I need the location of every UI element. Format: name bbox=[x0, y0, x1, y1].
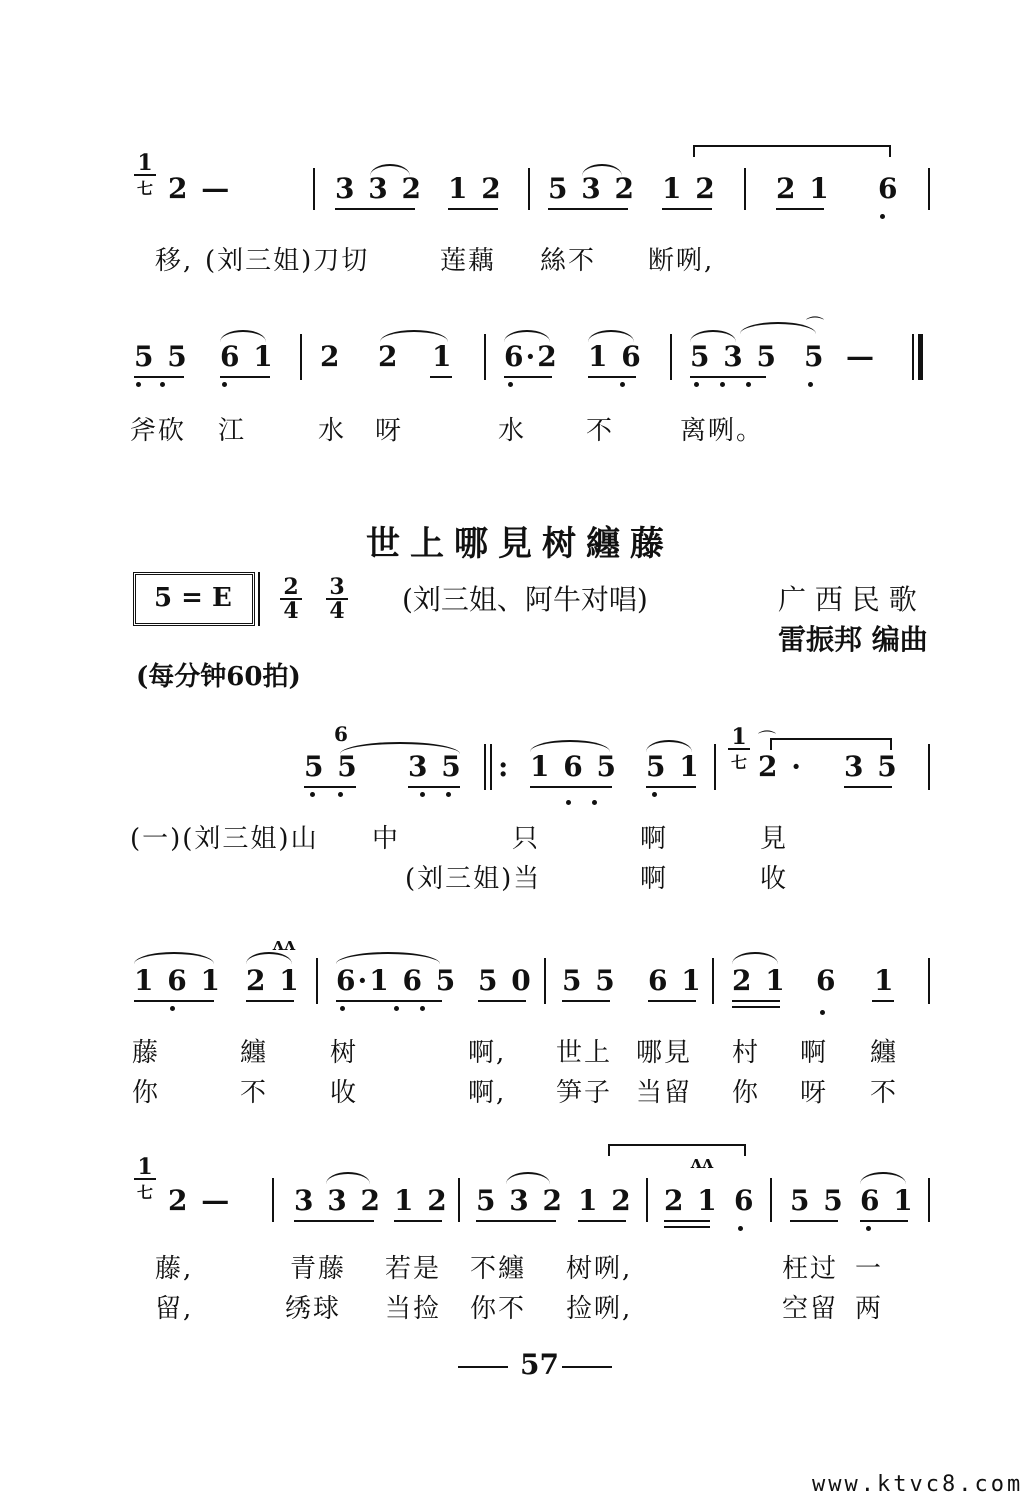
beam bbox=[478, 1000, 526, 1002]
barline bbox=[544, 958, 546, 1004]
beam bbox=[134, 376, 184, 378]
beam bbox=[530, 786, 612, 788]
note-group: 6 bbox=[734, 1184, 756, 1217]
barline bbox=[928, 168, 930, 210]
beam bbox=[578, 1220, 626, 1222]
barline bbox=[712, 958, 714, 1004]
beam-double bbox=[732, 1006, 780, 1008]
final-barline-thick bbox=[918, 334, 923, 380]
lyric-syllable: (刘三姐)当 bbox=[405, 864, 542, 894]
tempo-marking: (每分钟60拍) bbox=[136, 662, 301, 692]
song-title: 世上哪見树纏藤 bbox=[366, 524, 674, 564]
lyric-syllable: 收 bbox=[760, 864, 789, 894]
beam bbox=[662, 208, 712, 210]
lyric-syllable: 不 bbox=[870, 1078, 899, 1108]
lyric-syllable: 当留 bbox=[636, 1078, 693, 1108]
lyric-syllable: (刘三姐)刀切 bbox=[205, 246, 370, 276]
note-group: 5 5 bbox=[790, 1184, 845, 1217]
slur bbox=[860, 1172, 906, 1184]
lyric-syllable: 莲藕 bbox=[440, 246, 497, 276]
lyric-syllable: 离咧。 bbox=[680, 416, 765, 446]
barline bbox=[484, 334, 486, 380]
note-group: 2 bbox=[320, 340, 342, 373]
lyric-syllable: (一)(刘三姐)山 bbox=[130, 824, 319, 854]
lyric-syllable: 断咧, bbox=[648, 246, 715, 276]
lyric-syllable: 一 bbox=[855, 1254, 884, 1284]
lyric-syllable: 水 bbox=[498, 416, 527, 446]
beam bbox=[790, 1220, 838, 1222]
note-group: 1 2 bbox=[662, 172, 717, 205]
beam bbox=[504, 376, 552, 378]
barline bbox=[670, 334, 672, 380]
lyric-syllable: 捡咧, bbox=[566, 1294, 633, 1324]
beam bbox=[430, 376, 452, 378]
low-dot bbox=[694, 382, 699, 387]
note-group: 6 1 bbox=[860, 1184, 915, 1217]
low-dot bbox=[566, 800, 571, 805]
lyric-syllable: 你不 bbox=[470, 1294, 527, 1324]
note-group: 1 6 bbox=[588, 340, 643, 373]
tie-bracket bbox=[693, 145, 891, 157]
beam bbox=[304, 786, 356, 788]
beam bbox=[860, 1220, 908, 1222]
note-group: 6 bbox=[878, 172, 900, 205]
time-fraction: 1 七 bbox=[728, 726, 750, 774]
note-group: 3 3 2 bbox=[294, 1184, 382, 1217]
key-box bbox=[133, 572, 255, 626]
low-dot bbox=[394, 1006, 399, 1011]
low-dot bbox=[310, 792, 315, 797]
slur bbox=[646, 740, 692, 752]
beam bbox=[562, 1000, 610, 1002]
lyric-syllable: 啊, bbox=[468, 1038, 507, 1068]
song-arranger: 雷振邦 编曲 bbox=[778, 623, 928, 656]
note-group: 3 5 bbox=[408, 750, 463, 783]
slur bbox=[370, 164, 410, 176]
note-group: 6 1 bbox=[220, 340, 275, 373]
low-dot bbox=[880, 214, 885, 219]
lyric-syllable: 移, bbox=[155, 246, 194, 276]
low-dot bbox=[136, 382, 141, 387]
note-group: 6 bbox=[816, 964, 838, 997]
lyric-syllable: 江 bbox=[218, 416, 247, 446]
note-group: 2 bbox=[378, 340, 400, 373]
slur bbox=[506, 1172, 550, 1184]
footer-dash bbox=[458, 1366, 508, 1368]
beam bbox=[588, 376, 636, 378]
lyric-syllable: 啊 bbox=[640, 864, 669, 894]
note-group: 5 bbox=[804, 340, 826, 373]
lyric-syllable: 見 bbox=[760, 824, 789, 854]
beam-double bbox=[664, 1226, 710, 1228]
tie-bracket bbox=[608, 1144, 746, 1156]
lyric-syllable: 当捡 bbox=[385, 1294, 442, 1324]
beam bbox=[294, 1220, 374, 1222]
song-origin: 广 西 民 歌 bbox=[778, 583, 917, 616]
barline bbox=[458, 1178, 460, 1222]
barline bbox=[646, 1178, 648, 1222]
lyric-syllable: 纏 bbox=[240, 1038, 269, 1068]
lyric-syllable: 啊, bbox=[468, 1078, 507, 1108]
lyric-syllable: 留, bbox=[155, 1294, 194, 1324]
lyric-syllable: 村 bbox=[732, 1038, 761, 1068]
meter-2: 3 4 bbox=[326, 576, 348, 622]
slur bbox=[326, 1172, 370, 1184]
barline bbox=[300, 334, 302, 380]
slur bbox=[134, 952, 214, 964]
mordent-icon: ʌʌ bbox=[272, 934, 296, 955]
note-group: 2 1 bbox=[776, 172, 831, 205]
watermark: www.ktvc8.com bbox=[812, 1472, 1024, 1497]
slur bbox=[530, 740, 610, 752]
barline bbox=[770, 1178, 772, 1222]
barline bbox=[313, 168, 315, 210]
repeat-barline bbox=[484, 744, 486, 790]
barline bbox=[928, 1178, 930, 1222]
low-dot bbox=[820, 1010, 825, 1015]
lyric-syllable: 不纏 bbox=[470, 1254, 527, 1284]
low-dot bbox=[592, 800, 597, 805]
beam bbox=[648, 1000, 696, 1002]
meter-1: 2 4 bbox=[280, 576, 302, 622]
barline bbox=[928, 958, 930, 1004]
note-group: 5 3 2 bbox=[548, 172, 636, 205]
grace-note: 6 bbox=[334, 722, 348, 746]
low-dot bbox=[620, 382, 625, 387]
lyric-syllable: 水 bbox=[318, 416, 347, 446]
lyric-syllable: 哪見 bbox=[636, 1038, 693, 1068]
beam bbox=[548, 208, 628, 210]
song-subtitle: (刘三姐、阿牛对唱) bbox=[402, 583, 648, 616]
footer-dash bbox=[562, 1366, 612, 1368]
key-signature: 5 = E bbox=[154, 583, 232, 613]
beam bbox=[872, 1000, 894, 1002]
low-dot bbox=[508, 382, 513, 387]
lyric-syllable: 枉过 bbox=[782, 1254, 839, 1284]
note-group: 1 6 1 bbox=[134, 964, 222, 997]
note-group: 2 1 bbox=[732, 964, 787, 997]
barline bbox=[316, 958, 318, 1004]
note-group: 1 bbox=[432, 340, 454, 373]
note-group: 5 5 bbox=[562, 964, 617, 997]
note-group: 6·1 6 5 bbox=[336, 964, 458, 997]
lyric-syllable: 空留 bbox=[782, 1294, 839, 1324]
lyric-syllable: 笋子 bbox=[556, 1078, 613, 1108]
low-dot bbox=[420, 1006, 425, 1011]
note-group: 2 1 bbox=[664, 1184, 719, 1217]
slur bbox=[740, 322, 816, 334]
low-dot bbox=[720, 382, 725, 387]
lyric-syllable: 绣球 bbox=[285, 1294, 342, 1324]
note-group: 5 0 bbox=[478, 964, 533, 997]
beam bbox=[246, 1000, 294, 1002]
page-number: 57 bbox=[520, 1348, 559, 1381]
note-group: 3 5 bbox=[844, 750, 899, 783]
lyric-syllable: 斧砍 bbox=[130, 416, 187, 446]
note-group: 3 3 2 bbox=[335, 172, 423, 205]
beam bbox=[844, 786, 892, 788]
low-dot bbox=[808, 382, 813, 387]
time-fraction: 1 七 bbox=[134, 1156, 156, 1204]
low-dot bbox=[222, 382, 227, 387]
note-group: 2 — bbox=[168, 172, 232, 205]
note-group: 1 2 bbox=[578, 1184, 633, 1217]
repeat-barline bbox=[490, 744, 492, 790]
fermata-icon: ⌒ bbox=[758, 730, 776, 751]
beam bbox=[732, 1000, 780, 1002]
lyric-syllable: 不 bbox=[586, 416, 615, 446]
lyric-syllable: 中 bbox=[372, 824, 401, 854]
slur bbox=[732, 952, 778, 964]
lyric-syllable: 呀 bbox=[800, 1078, 829, 1108]
beam bbox=[690, 376, 766, 378]
note-group: 2 · bbox=[758, 750, 803, 783]
note-group: 5 3 5 bbox=[690, 340, 778, 373]
lyric-syllable: 不 bbox=[240, 1078, 269, 1108]
lyric-syllable: 藤, bbox=[155, 1254, 194, 1284]
lyric-syllable: 啊 bbox=[800, 1038, 829, 1068]
lyric-syllable: 若是 bbox=[385, 1254, 442, 1284]
note-group: 5 3 2 bbox=[476, 1184, 564, 1217]
barline bbox=[714, 744, 716, 790]
low-dot bbox=[652, 792, 657, 797]
lyric-syllable: 树咧, bbox=[566, 1254, 633, 1284]
beam bbox=[448, 208, 498, 210]
note-group: 6·2 bbox=[504, 340, 559, 373]
low-dot bbox=[160, 382, 165, 387]
beam bbox=[336, 1000, 442, 1002]
beam bbox=[476, 1220, 556, 1222]
slur bbox=[582, 164, 622, 176]
note-group: 5 5 bbox=[134, 340, 189, 373]
slur bbox=[340, 742, 460, 754]
note-group: 5 5 bbox=[304, 750, 359, 783]
low-dot bbox=[420, 792, 425, 797]
lyric-syllable: 啊 bbox=[640, 824, 669, 854]
note-group: 2 1 bbox=[246, 964, 301, 997]
barline bbox=[272, 1178, 274, 1222]
beam bbox=[335, 208, 415, 210]
lyric-syllable: 你 bbox=[732, 1078, 761, 1108]
final-barline bbox=[912, 334, 914, 380]
beam bbox=[664, 1220, 710, 1222]
lyric-syllable: 纏 bbox=[870, 1038, 899, 1068]
low-dot bbox=[170, 1006, 175, 1011]
barline bbox=[528, 168, 530, 210]
mordent-icon: ʌʌ bbox=[690, 1152, 714, 1173]
low-dot bbox=[746, 382, 751, 387]
lyric-syllable: 青藤 bbox=[290, 1254, 347, 1284]
barline bbox=[258, 572, 260, 626]
lyric-syllable: 絲不 bbox=[540, 246, 597, 276]
note-group: 1 2 bbox=[394, 1184, 449, 1217]
slur bbox=[504, 330, 550, 342]
slur bbox=[220, 330, 266, 342]
fermata-icon: ⌒ bbox=[806, 316, 824, 337]
note-group: 1 bbox=[874, 964, 896, 997]
note-group: — bbox=[846, 340, 876, 373]
repeat-dots: : bbox=[498, 750, 511, 783]
note-group: 5 1 bbox=[646, 750, 701, 783]
lyric-syllable: 藤 bbox=[132, 1038, 161, 1068]
low-dot bbox=[338, 792, 343, 797]
lyric-syllable: 两 bbox=[855, 1294, 884, 1324]
note-group: 2 — bbox=[168, 1184, 232, 1217]
beam bbox=[394, 1220, 442, 1222]
barline bbox=[744, 168, 746, 210]
slur bbox=[588, 330, 634, 342]
lyric-syllable: 世上 bbox=[556, 1038, 613, 1068]
low-dot bbox=[446, 792, 451, 797]
lyric-syllable: 呀 bbox=[375, 416, 404, 446]
lyric-syllable: 收 bbox=[330, 1078, 359, 1108]
lyric-syllable: 树 bbox=[330, 1038, 359, 1068]
slur bbox=[336, 952, 440, 964]
note-group: 6 1 bbox=[648, 964, 703, 997]
time-fraction: 1 七 bbox=[134, 152, 156, 200]
note-group: 1 6 5 bbox=[530, 750, 618, 783]
slur bbox=[380, 330, 448, 342]
barline bbox=[928, 744, 930, 790]
beam bbox=[646, 786, 696, 788]
beam bbox=[220, 376, 270, 378]
slur bbox=[690, 330, 736, 342]
note-group: 1 2 bbox=[448, 172, 503, 205]
beam bbox=[408, 786, 460, 788]
low-dot bbox=[866, 1226, 871, 1231]
tie-bracket bbox=[770, 738, 892, 750]
beam bbox=[134, 1000, 214, 1002]
lyric-syllable: 只 bbox=[512, 824, 541, 854]
low-dot bbox=[340, 1006, 345, 1011]
lyric-syllable: 你 bbox=[132, 1078, 161, 1108]
low-dot bbox=[738, 1226, 743, 1231]
beam bbox=[776, 208, 824, 210]
